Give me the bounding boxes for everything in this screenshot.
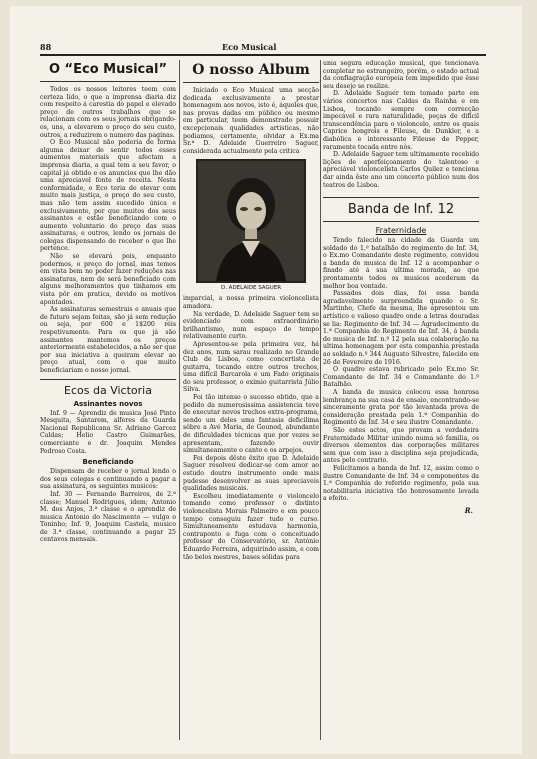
subheading-fraternidade: Fraternidade (375, 226, 427, 236)
article-paragraph: Passados dois dias, foi essa banda agradavelmente surpreendida quando o Sr. Martinho, Chefe da mesma, lhe apresentou um artístico e valioso quadro onde a letras douradas se lia: Regimento de Inf. 34 — Agradecimento da 1.ª Companhia do Regimento de Inf. 34, á banda de musica de Inf. n.º 12 pela sua colaboração na ultima homenagem por esta companhia prestada ao soldado n.º 344 Augusto Silvestre, falecido em 26 de Fevereiro de 1916. (323, 290, 479, 366)
article-paragraph: Tendo falecido na cidade da Guarda um soldado do 1.º batalhão do regimento de Inf. 34, o Ex.mo Comandante deste regimento, convidou a banda de musica de Inf. 12 a acompanhar o finado até á sua ultima morada, ao que prontamente todos os musicos acederam da melhor boa vontade. (323, 237, 479, 290)
section-title-ecos-victoria: Ecos da Victoria (64, 383, 152, 397)
article-paragraph: São estes actos, que provam a verdadeira Fraternidade Militar unindo numa só familia, os diversos elementos das corporações militares sem que com isso a disciplina seja prejudicada, antes pelo contrario. (323, 426, 479, 465)
column-3 (323, 60, 479, 740)
portrait-illustration (198, 161, 304, 281)
article-paragraph: Na verdade, D. Adelaide Saguer tem se evidenciado com extraordinário brilhantismo, num espaço de tempo relativamente curto. (183, 310, 319, 341)
column-divider-2 (320, 60, 321, 740)
article-paragraph: O Eco Musical não poderia de forma alguma deixar de sentir todos esses aumentos materiais que afectam a imprensa diaria, a qual tem a seu favor, o capital já obtido e os anuncios que lhe dão uma apreciavel fonte de receita. Nesta conformidade, o Eco teria de elevar com muito mais justiça, o preço do seu custo, mas não tem assim sucedido única e exclusivamente, por que muitos dos seus assinantes e estão beneficiando com o aumento voluntario do preço das suas assinaturas, e outros, lendo os jornais de colegas dispensando de receber o que lhe pertence. (40, 139, 176, 253)
section-rule (323, 197, 479, 198)
header-rule (40, 54, 486, 56)
article-paragraph: Inf. 30 — Fernando Barreiros, de 2.ª classe; Manuel Rodrigues, idem; Antonio M. dos Anjos, 3.ª classe e o aprendiz de musica Antonio do Nascimento — vulgo o Toninho; Inf. 9, Joaquim Castela, musico de 3.ª classe, continuando a pagar 25 centavos mensais. (40, 490, 176, 544)
article-paragraph: Felicitamos a banda de Inf. 12, assim como o ilustre Comandante de Inf. 34 e componentes da 1.ª Companhia do referido regimento, pela sua notabilitaria iniciativa tão honrosamente levada a efeito. (323, 464, 479, 503)
article-paragraph: Escolheu imediatamente o violoncelo tomando como professor o distinto violoncelista Morais Palmeiro e em pouco tempo conseguiu fazer tudo o curso. Simultaneamente estudava harmonia, contraponto e fuga com o conceituado professor do Conservatório, sr. António Eduardo Ferreira, adquirindo assim, e com tão belos mestres, bases sólidas para (183, 492, 319, 561)
column-divider-1 (179, 60, 180, 740)
subheading-beneficiando: Beneficiando (82, 458, 134, 467)
column-1 (40, 60, 176, 740)
article-paragraph: Foi tão intenso o sucesso obtido, que a pedido da numerosissima assistencia teve de executar novos trechos extra-programa, sendo um deles uma fantasia deficilima sôbre a Avé Maria, de Gounod, abundante de dificuldades técnicas que por vezes se apresentam, fazendo ouvir simultaneamente o canto e os arpejos. (183, 394, 319, 455)
article-paragraph: D. Adelaide Saguer tem ultimamente recebido lições de aperfeiçoamento do talentoso e apreciável violoncelista Carlos Quilez e tenciona dar ainda êste ano um concerto público num dos teatros de Lisboa. (323, 151, 479, 189)
portrait-photo (196, 159, 306, 283)
section-rule (40, 379, 176, 380)
publication-name: Eco Musical (222, 42, 277, 52)
photo-caption: D. ADELAIDE SAGUER (220, 285, 282, 292)
page-header (40, 42, 486, 54)
article-paragraph: imparcial, a nossa primeira violoncelista amadora. (183, 295, 319, 310)
title-rule (183, 82, 319, 83)
article-paragraph: Todos os nossos leitores teem com certeza lido, o que a imprensa diaria diz com respeito á carestia do papel e elevado preço de outros trabalhos que se relacionam com os seus jornais obrigando-os, uns, a elevarem o preço do seu custo, outros, a reduzirem o numero das paginas. (40, 86, 176, 139)
article-paragraph: Foi depois dêste êxito que D. Adelaide Saguer resolveu dedicar-se com amor ao estudo doutro instrumento onde mais pudesse desenvolver as suas apreciaveis qualidades musicais. (183, 454, 319, 493)
article-paragraph: As assinaturas semestrais e anuais que de futuro sejam feitas, são já sem redução ou seja, por 600 e 1$200 réis respetivamente. Para os que já são assinantes mantemos os preços anteriormente estabelecidos, a não ser que por sua iniciativa a queiram elevar ao preço atual, com o que muito beneficiariam o nosso jornal. (40, 306, 176, 374)
article-paragraph: A banda de musica colocou essa honrosa lembrança na sua casa de ensaio, encontrando-se sinceramente grata por tão levantada prova de consideração prestada pela 1.ª Companhia do Regimento de Inf. 34 e seu ilustre Comandante. (323, 388, 479, 427)
column-2 (183, 60, 319, 740)
subheading-assinantes-novos: Assinantes novos (73, 399, 143, 408)
article-paragraph: D. Adelaide Saguer tem tomado parte em vários concertos nas Caldas da Rainha e em Lisboa, tocando sempre com correcção impecável e rara naturalidade, peças de difícil transcendência para o violoncelo, entre os quais Caprice hongrois e Fileuse, de Dunkler, e a diabólica e interessante Fileuse de Pepper, raramente tocada entre nós. (323, 90, 479, 151)
page-number: 88 (40, 42, 52, 52)
article-paragraph: Não se elevará pois, enquanto podermos, o preço do jornal, mas temos em vista bem no poder fazer reduções nas assinaturas, nem de será beneficiado com alguns melhoramentos que tinhamos em vista pôr em pratica, devido os motivos apontados. (40, 253, 176, 306)
title-rule (40, 81, 176, 82)
article-signature: R. (464, 505, 473, 515)
article-title-eco-musical: O “Eco Musical” (48, 62, 168, 77)
article-paragraph: O quadro estava rubricado pelo Ex.mo Sr. Comandante de Inf. 34 e Comandante do 1.º Batalhão. (323, 366, 479, 389)
section-title-banda-inf-12: Banda de Inf. 12 (347, 202, 455, 218)
article-paragraph: Dispensam de receber o jornal lendo o dos seus colegas e continuando a pagar a sua assinatura, os seguintes musicos: (40, 468, 176, 491)
article-paragraph: uma segura educação musical, que tencionava completar no estrangeiro, porém, o estado actual da conflagração europeia tem impedido que êsse seu desejo se realize. (323, 60, 479, 90)
article-paragraph: Iniciado o Eco Musical uma secção dedicada exclusivamente a prestar homenagem aos novos, isto é, áqueles que, nas provas dadas em público ou mesmo em particular, teem demonstrado possuir excepcionais qualidades artisticas, não podiamos, certamente, olvidar a Ex.ma Sr.ª D. Adelaide Guerreiro Saguer, considerada actualmente pela critica (183, 87, 319, 155)
article-paragraph: Inf. 9 — Aprendiz de musica José Pinto Mesquita, Santarem, alferes da Guarda Nacional Republicana Sr. Adriano Garcez Caldas; Helio Castro Guimarães, comerciante e dr. Joaquim Mendes Pedroso Costa. (40, 409, 176, 455)
article-title-nosso-album: O nosso Album (192, 62, 310, 78)
article-paragraph: Apresentou-se pela primeira vez, há dez anos, num sarau realizado no Grande Club de Lisboa, como concertista de guitarra, tocando entre outros trechos, uma difícil Barcarola e um Fado originais do seu professor, o eximio guitarrista Júlio Silva. (183, 340, 319, 394)
section-rule (323, 221, 479, 222)
